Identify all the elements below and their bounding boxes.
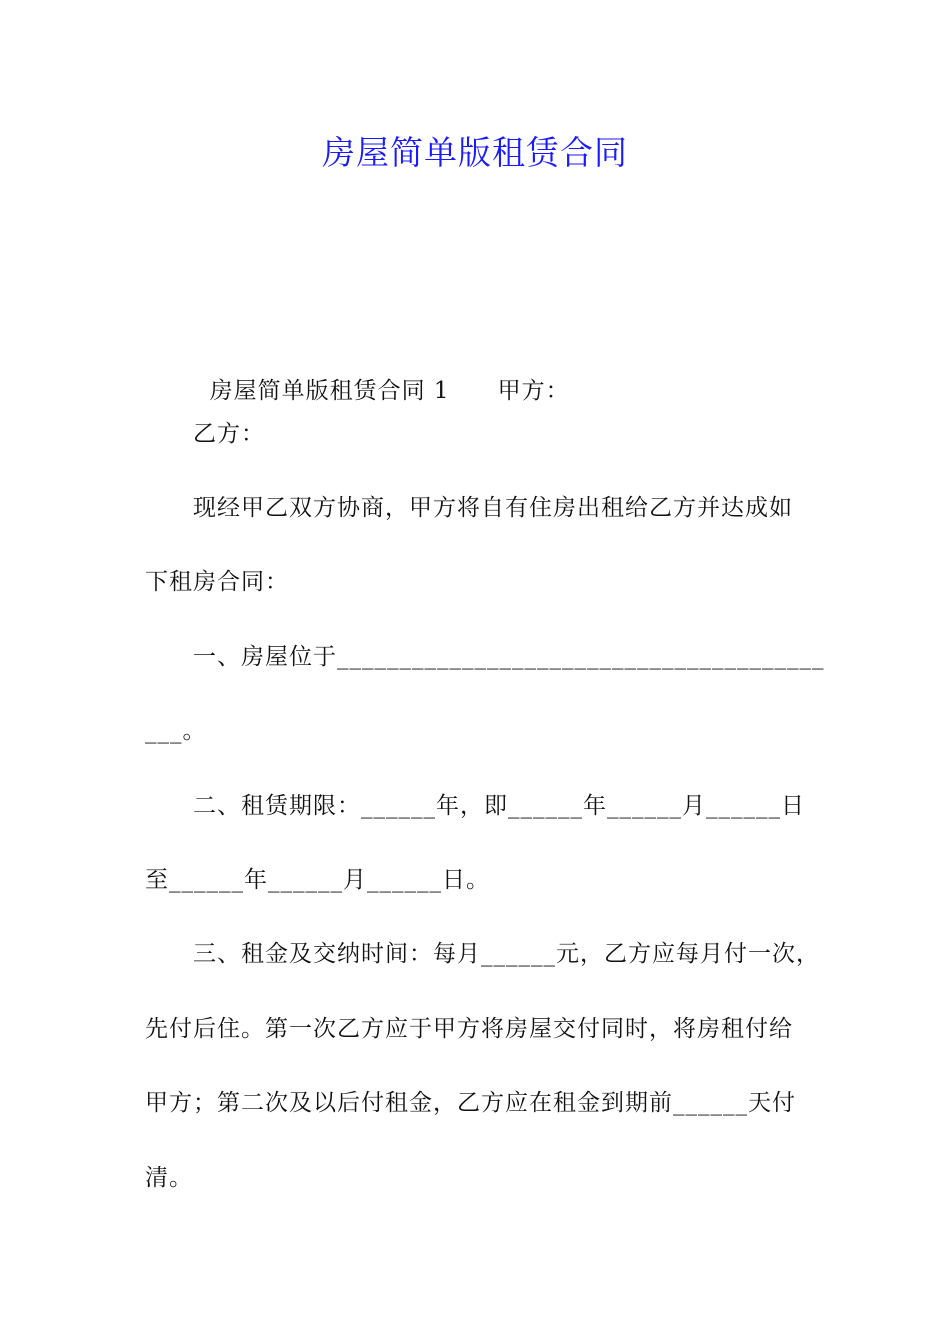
clause-1-line-2: ___。 — [145, 718, 207, 744]
clause-2-line-2: 至______年______月______日。 — [145, 867, 490, 893]
clause-3-line-1: 三、租金及交纳时间：每月______元，乙方应每月付一次， — [193, 941, 820, 967]
contract-heading: 房屋简单版租赁合同 1 — [209, 378, 450, 404]
intro-paragraph-line-2: 下租房合同： — [145, 569, 289, 595]
document-title: 房屋简单版租赁合同 — [322, 133, 628, 172]
clause-3-line-4: 清。 — [145, 1165, 193, 1191]
clause-3-line-3: 甲方；第二次及以后付租金，乙方应在租金到期前______天付 — [145, 1090, 796, 1116]
clause-3-line-2: 先付后住。第一次乙方应于甲方将房屋交付同时，将房租付给 — [145, 1016, 793, 1042]
clause-2-line-1: 二、租赁期限：______年，即______年______月______日 — [193, 793, 805, 819]
party-b-label: 乙方： — [193, 421, 265, 447]
party-a-label: 甲方： — [497, 378, 570, 404]
intro-paragraph-line-1: 现经甲乙双方协商，甲方将自有住房出租给乙方并达成如 — [193, 495, 793, 521]
header-line — [193, 343, 570, 407]
clause-1-line-1: 一、房屋位于_______________________________________ — [193, 644, 825, 670]
